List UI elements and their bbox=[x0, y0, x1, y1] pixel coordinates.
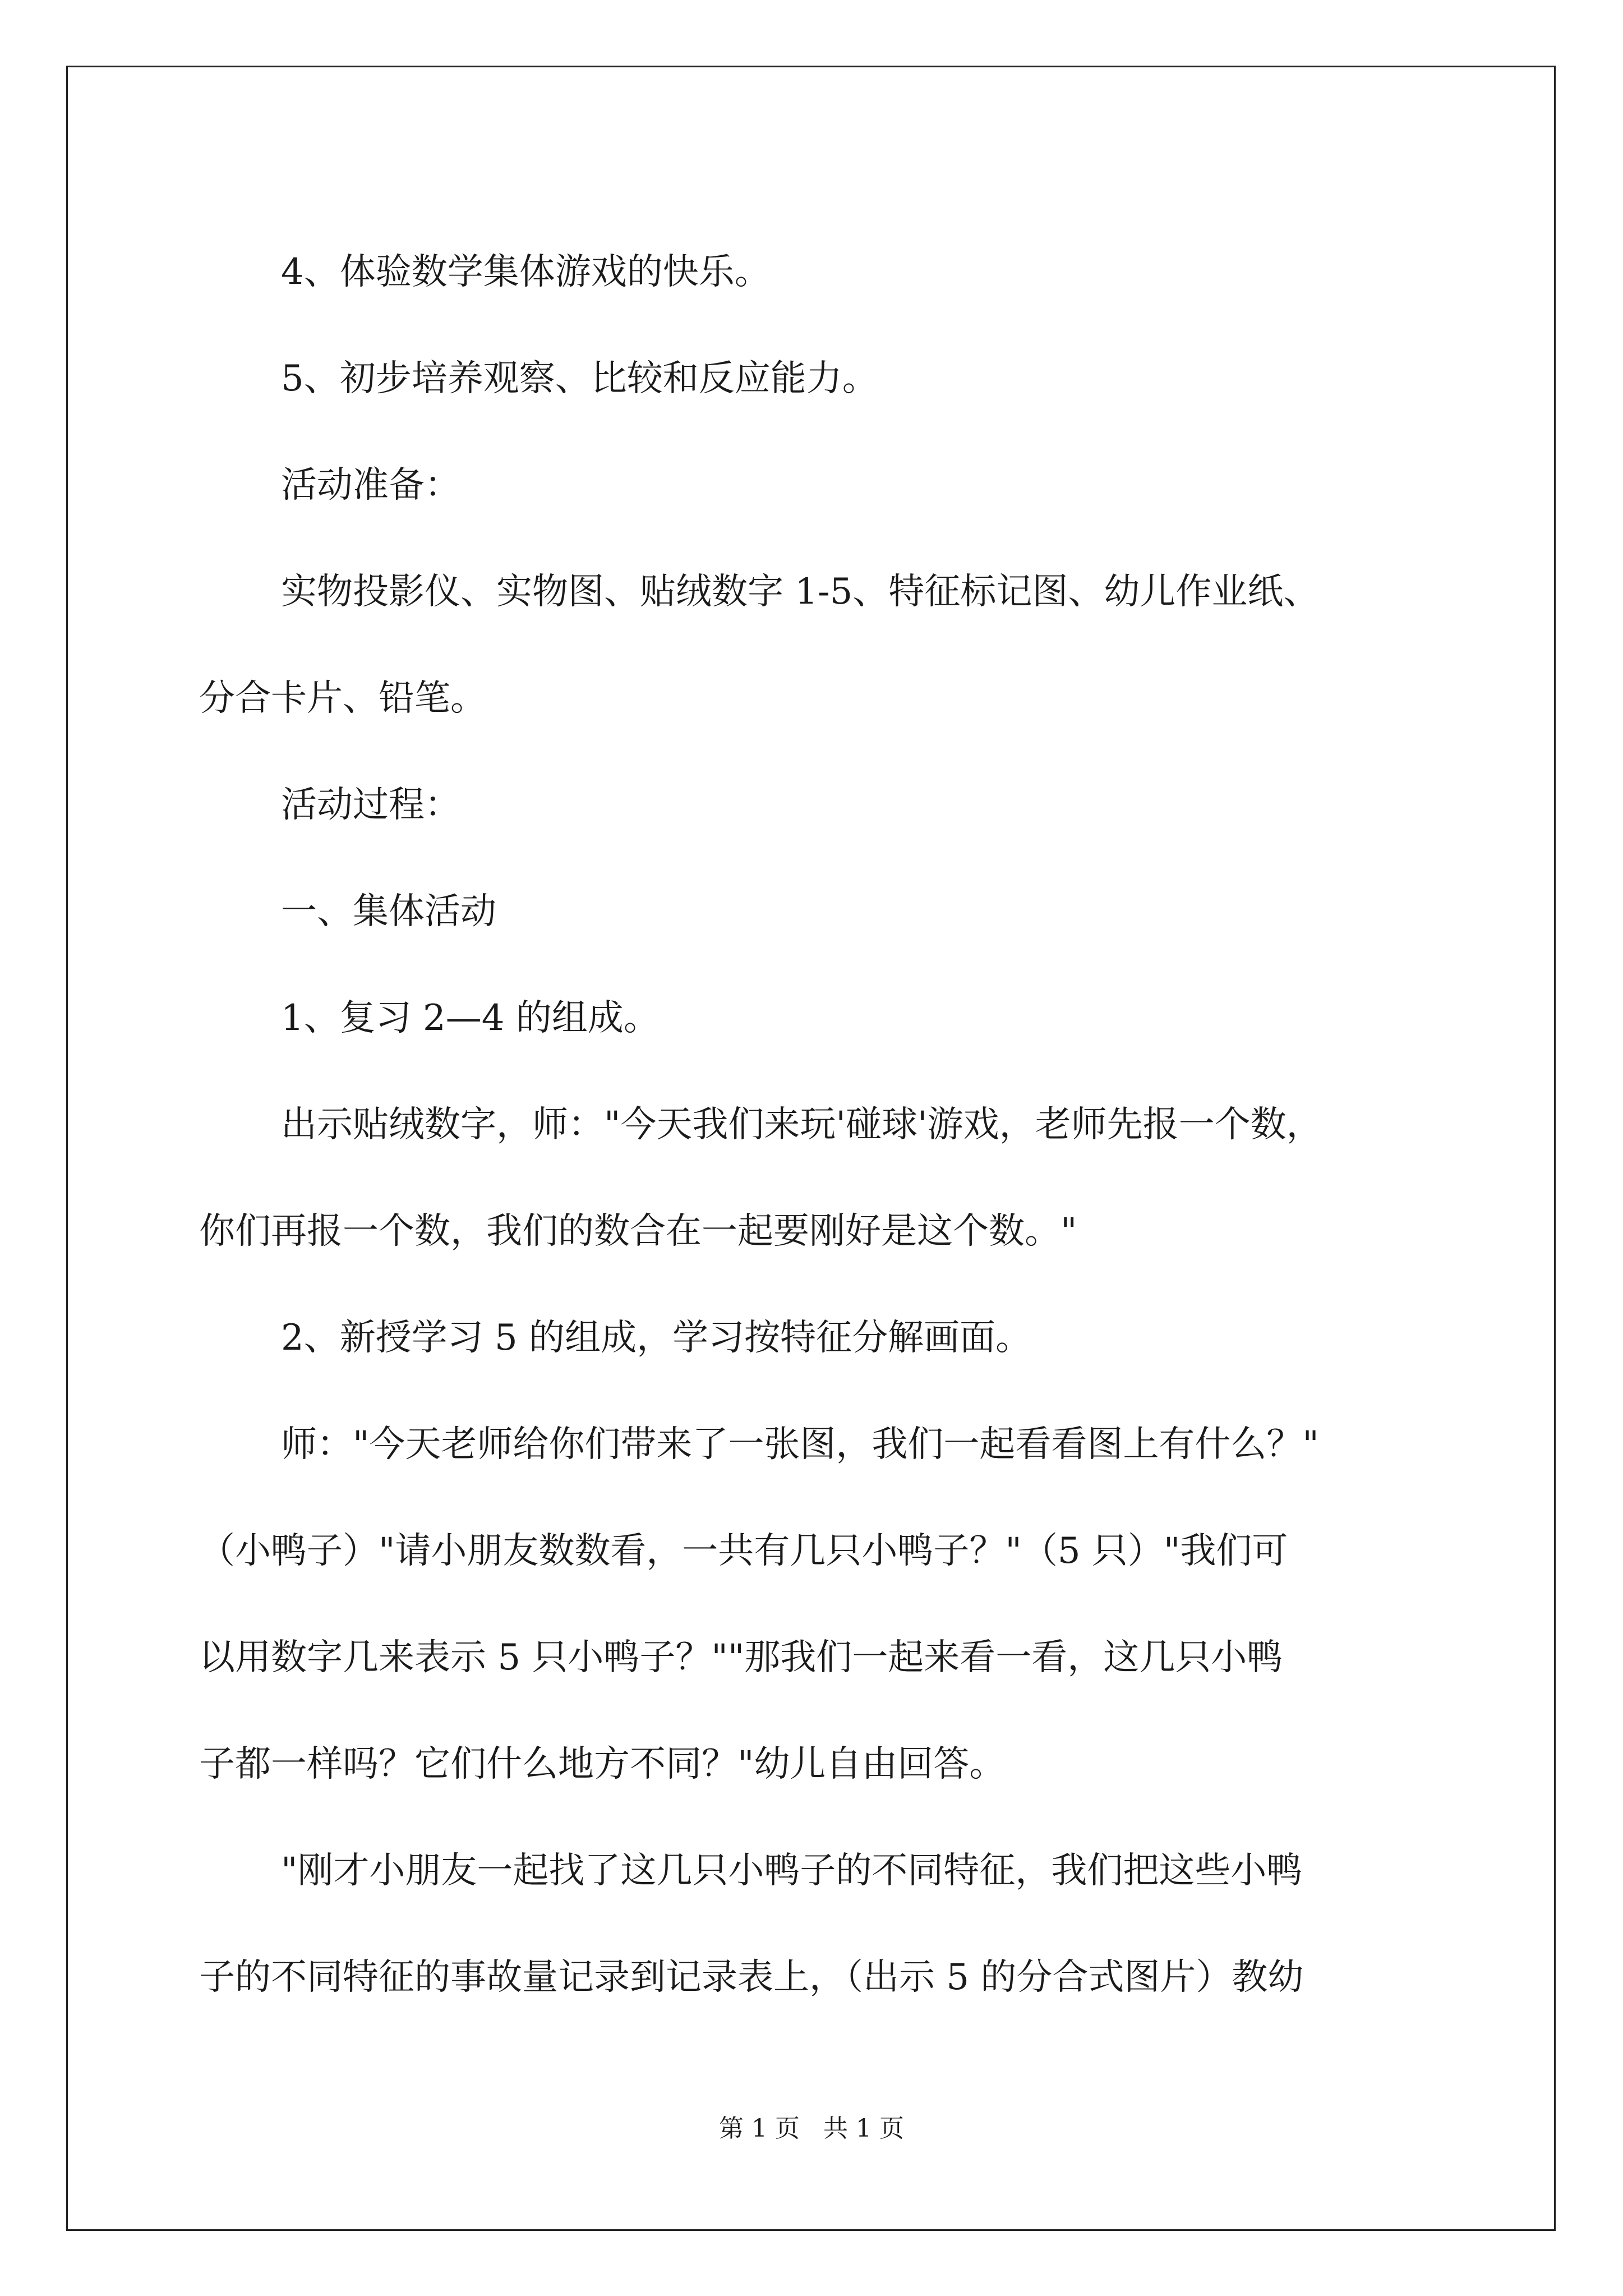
paragraph-teacher-dialogue bbox=[199, 1391, 1455, 1818]
text-line: 分合卡片、铅笔。 bbox=[199, 678, 486, 719]
text-line: 子的不同特征的事故量记录到记录表上，（出示 5 的分合式图片）教幼 bbox=[199, 1957, 1304, 1998]
text-line: 活动准备： bbox=[281, 464, 460, 506]
text-line: 4、体验数学集体游戏的快乐。 bbox=[281, 251, 771, 293]
text-line: 出示贴绒数字，师："今天我们来玩'碰球'游戏，老师先报一个数， bbox=[281, 1104, 1322, 1145]
document-body bbox=[199, 219, 1455, 2031]
paragraph-materials bbox=[199, 539, 1455, 752]
text-line: 以用数字几来表示 5 只小鸭子？""那我们一起来看一看，这几只小鸭 bbox=[199, 1637, 1283, 1678]
heading-group-activity bbox=[199, 858, 1455, 965]
text-line: 5、初步培养观察、比较和反应能力。 bbox=[281, 358, 878, 399]
text-line: 师："今天老师给你们带来了一张图，我们一起看看图上有什么？" bbox=[281, 1424, 1319, 1465]
paragraph-goal-5 bbox=[199, 325, 1455, 432]
text-line: "刚才小朋友一起找了这几只小鸭子的不同特征，我们把这些小鸭 bbox=[281, 1850, 1303, 1892]
text-line: （小鸭子）"请小朋友数数看，一共有几只小鸭子？"（5 只）"我们可 bbox=[199, 1530, 1288, 1572]
heading-preparation bbox=[199, 432, 1455, 539]
heading-process bbox=[199, 752, 1455, 858]
text-line: 2、新授学习 5 的组成，学习按特征分解画面。 bbox=[281, 1317, 1032, 1359]
text-line: 实物投影仪、实物图、贴绒数字 1-5、特征标记图、幼儿作业纸、 bbox=[281, 571, 1320, 613]
text-line: 一、集体活动 bbox=[281, 891, 496, 932]
paragraph-record-features bbox=[199, 1818, 1455, 2031]
text-line: 子都一样吗？它们什么地方不同？"幼儿自由回答。 bbox=[199, 1743, 1006, 1785]
paragraph-review bbox=[199, 965, 1455, 1071]
text-line: 1、复习 2—4 的组成。 bbox=[281, 997, 660, 1039]
paragraph-goal-4 bbox=[199, 219, 1455, 325]
text-line: 活动过程： bbox=[281, 784, 460, 826]
paragraph-collision-game bbox=[199, 1071, 1455, 1285]
text-line: 你们再报一个数，我们的数合在一起要刚好是这个数。" bbox=[199, 1211, 1077, 1252]
page-footer: 第 1 页 共 1 页 bbox=[719, 2114, 904, 2143]
paragraph-new-lesson bbox=[199, 1285, 1455, 1391]
